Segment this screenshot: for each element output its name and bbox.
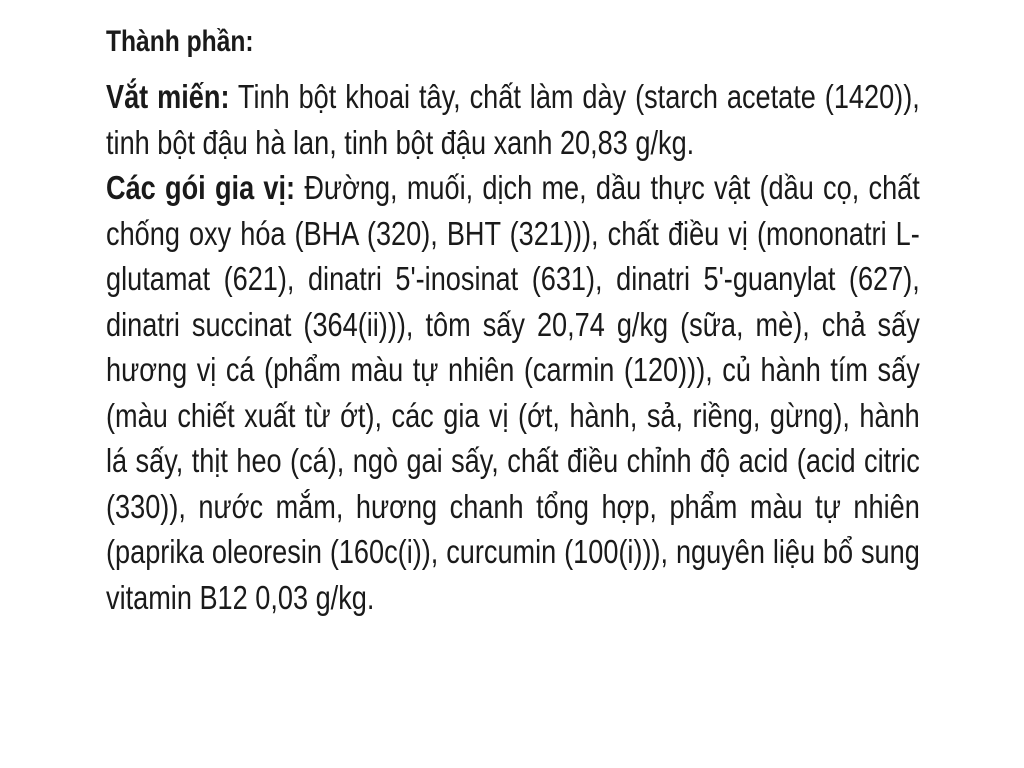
noodle-label: Vắt miến: <box>106 78 230 115</box>
seasoning-ingredients <box>106 165 920 620</box>
noodle-ingredients <box>106 74 920 165</box>
seasoning-label: Các gói gia vị: <box>106 169 296 206</box>
noodle-text: Tinh bột khoai tây, chất làm dày (starch acetate (1420)), tinh bột đậu hà lan, tinh bột đậu xanh 20,83 g/kg. <box>106 78 920 161</box>
seasoning-text: Đường, muối, dịch me, dầu thực vật (dầu cọ, chất chống oxy hóa (BHA (320), BHT (321))), chất điều vị (mononatri L-glutamat (621), dinatri 5'-inosinat (631), dinatri 5'-guanylat (627), dinatri succinat (364(ii))), tôm sấy 20,74 g/kg (sữa, mè), chả sấy hương vị cá (phẩm màu tự nhiên (carmin (120))), củ hành tím sấy (màu chiết xuất từ ớt), các gia vị (ớt, hành, sả, riềng, gừng), hành lá sấy, thịt heo (cá), ngò gai sấy, chất điều chỉnh độ acid (acid citric (330)), nước mắm, hương chanh tổng hợp, phẩm màu tự nhiên (paprika oleoresin (160c(i)), curcumin (100(i))), nguyên liệu bổ sung vitamin B12 0,03 g/kg. <box>106 169 920 616</box>
ingredients-heading: Thành phần: <box>106 25 254 58</box>
